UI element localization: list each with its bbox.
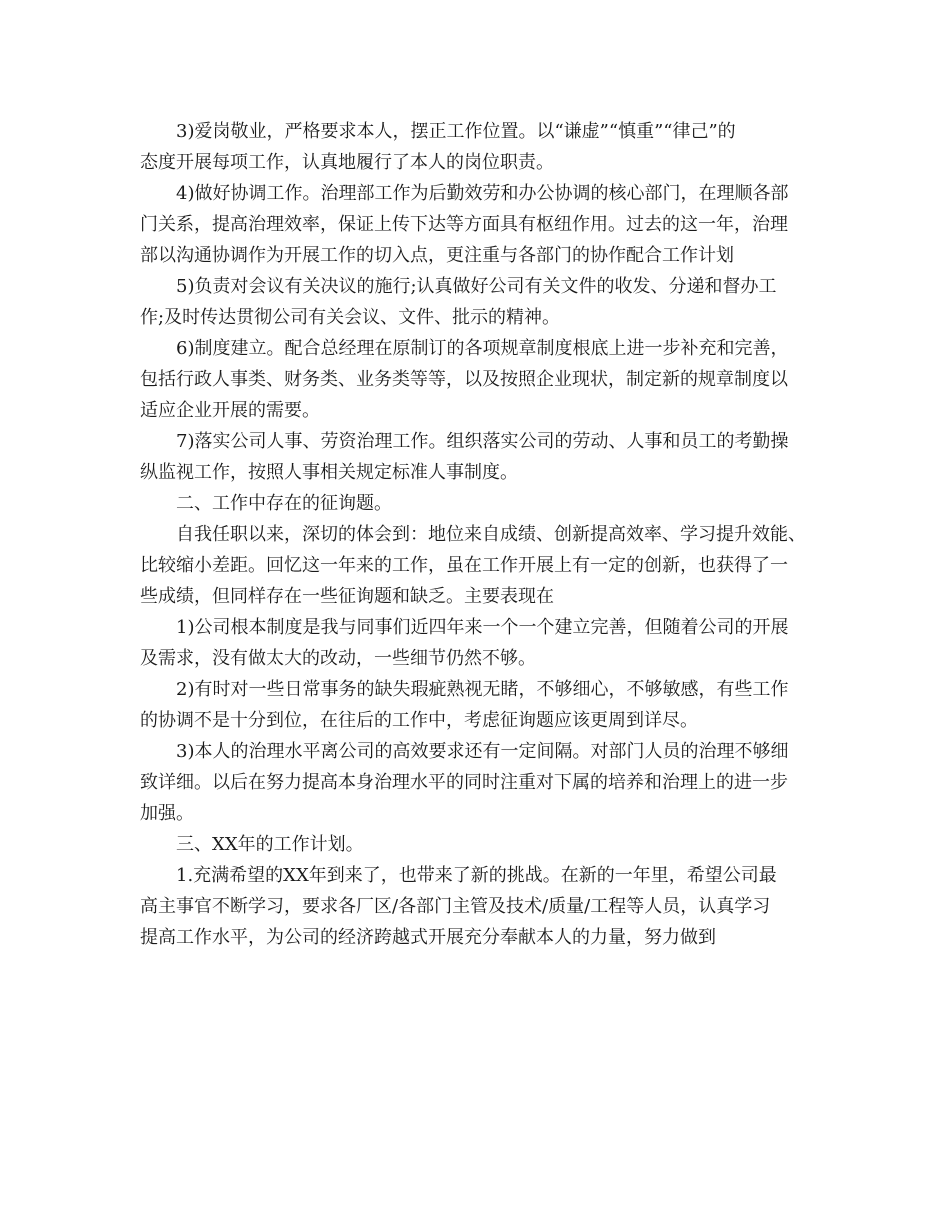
section-heading-plan	[140, 829, 820, 860]
text-line: 作;及时传达贯彻公司有关会议、文件、批示的精神。	[140, 307, 561, 328]
text-line: 的协调不是十分到位，在往后的工作中，考虑征询题应该更周到详尽。	[140, 710, 698, 731]
paragraph-section-2-intro	[140, 519, 820, 612]
text-line: 纵监视工作，按照人事相关规定标准人事制度。	[140, 462, 518, 483]
text-line: 适应企业开展的需要。	[140, 400, 320, 421]
section-heading-problems	[140, 488, 820, 519]
document-body	[140, 116, 820, 953]
text-line: 包括行政人事类、财务类、业务类等等，以及按照企业现状，制定新的规章制度以	[140, 369, 788, 390]
text-line: 7)落实公司人事、劳资治理工作。组织落实公司的劳动、人事和员工的考勤操	[176, 431, 789, 452]
paragraph-problem-3	[140, 736, 820, 829]
text-line: 高主事官不断学习，要求各厂区/各部门主管及技术/质量/工程等人员，认真学习	[140, 896, 771, 917]
paragraph-item-7-hr	[140, 426, 820, 488]
text-line: 1.充满希望的XX年到来了，也带来了新的挑战。在新的一年里，希望公司最	[176, 865, 777, 886]
text-line: 5)负责对会议有关决议的施行;认真做好公司有关文件的收发、分递和督办工	[176, 276, 777, 297]
paragraph-plan-1	[140, 860, 820, 953]
text-line: 自我任职以来，深切的体会到：地位来自成绩、创新提高效率、学习提升效能、	[176, 524, 806, 545]
paragraph-item-4-coordination	[140, 178, 820, 271]
paragraph-problem-2	[140, 674, 820, 736]
text-line: 3)本人的治理水平离公司的高效要求还有一定间隔。对部门人员的治理不够细	[176, 741, 789, 762]
text-line: 1)公司根本制度是我与同事们近四年来一个一个建立完善，但随着公司的开展	[176, 617, 789, 638]
text-line: 部以沟通协调作为开展工作的切入点，更注重与各部门的协作配合工作计划	[140, 245, 734, 266]
text-line: 些成绩，但同样存在一些征询题和缺乏。主要表现在	[140, 586, 554, 607]
section-heading: 二、工作中存在的征询题。	[176, 493, 392, 514]
text-line: 门关系，提高治理效率，保证上传下达等方面具有枢纽作用。过去的这一年，治理	[140, 214, 788, 235]
section-heading: 三、XX年的工作计划。	[176, 834, 364, 855]
text-line: 提高工作水平，为公司的经济跨越式开展充分奉献本人的力量，努力做到	[140, 927, 716, 948]
paragraph-item-6-systems	[140, 333, 820, 426]
paragraph-item-5-meetings	[140, 271, 820, 333]
text-line: 6)制度建立。配合总经理在原制订的各项规章制度根底上进一步补充和完善，	[176, 338, 789, 359]
text-line: 加强。	[140, 803, 194, 824]
text-line: 致详细。以后在努力提高本身治理水平的同时注重对下属的培养和治理上的进一步	[140, 772, 788, 793]
text-line: 2)有时对一些日常事务的缺失瑕疵熟视无睹，不够细心，不够敏感，有些工作	[176, 679, 789, 700]
text-line: 及需求，没有做太大的改动，一些细节仍然不够。	[140, 648, 536, 669]
paragraph-problem-1	[140, 612, 820, 674]
text-line: 比较缩小差距。回忆这一年来的工作，虽在工作开展上有一定的创新，也获得了一	[140, 555, 788, 576]
paragraph-item-3-dedication	[140, 116, 820, 178]
text-line: 4)做好协调工作。治理部工作为后勤效劳和办公协调的核心部门，在理顺各部	[176, 183, 789, 204]
text-line: 3)爱岗敬业，严格要求本人，摆正工作位置。以“谦虚”“慎重”“律己”的	[176, 121, 736, 142]
text-line: 态度开展每项工作，认真地履行了本人的岗位职责。	[140, 152, 554, 173]
